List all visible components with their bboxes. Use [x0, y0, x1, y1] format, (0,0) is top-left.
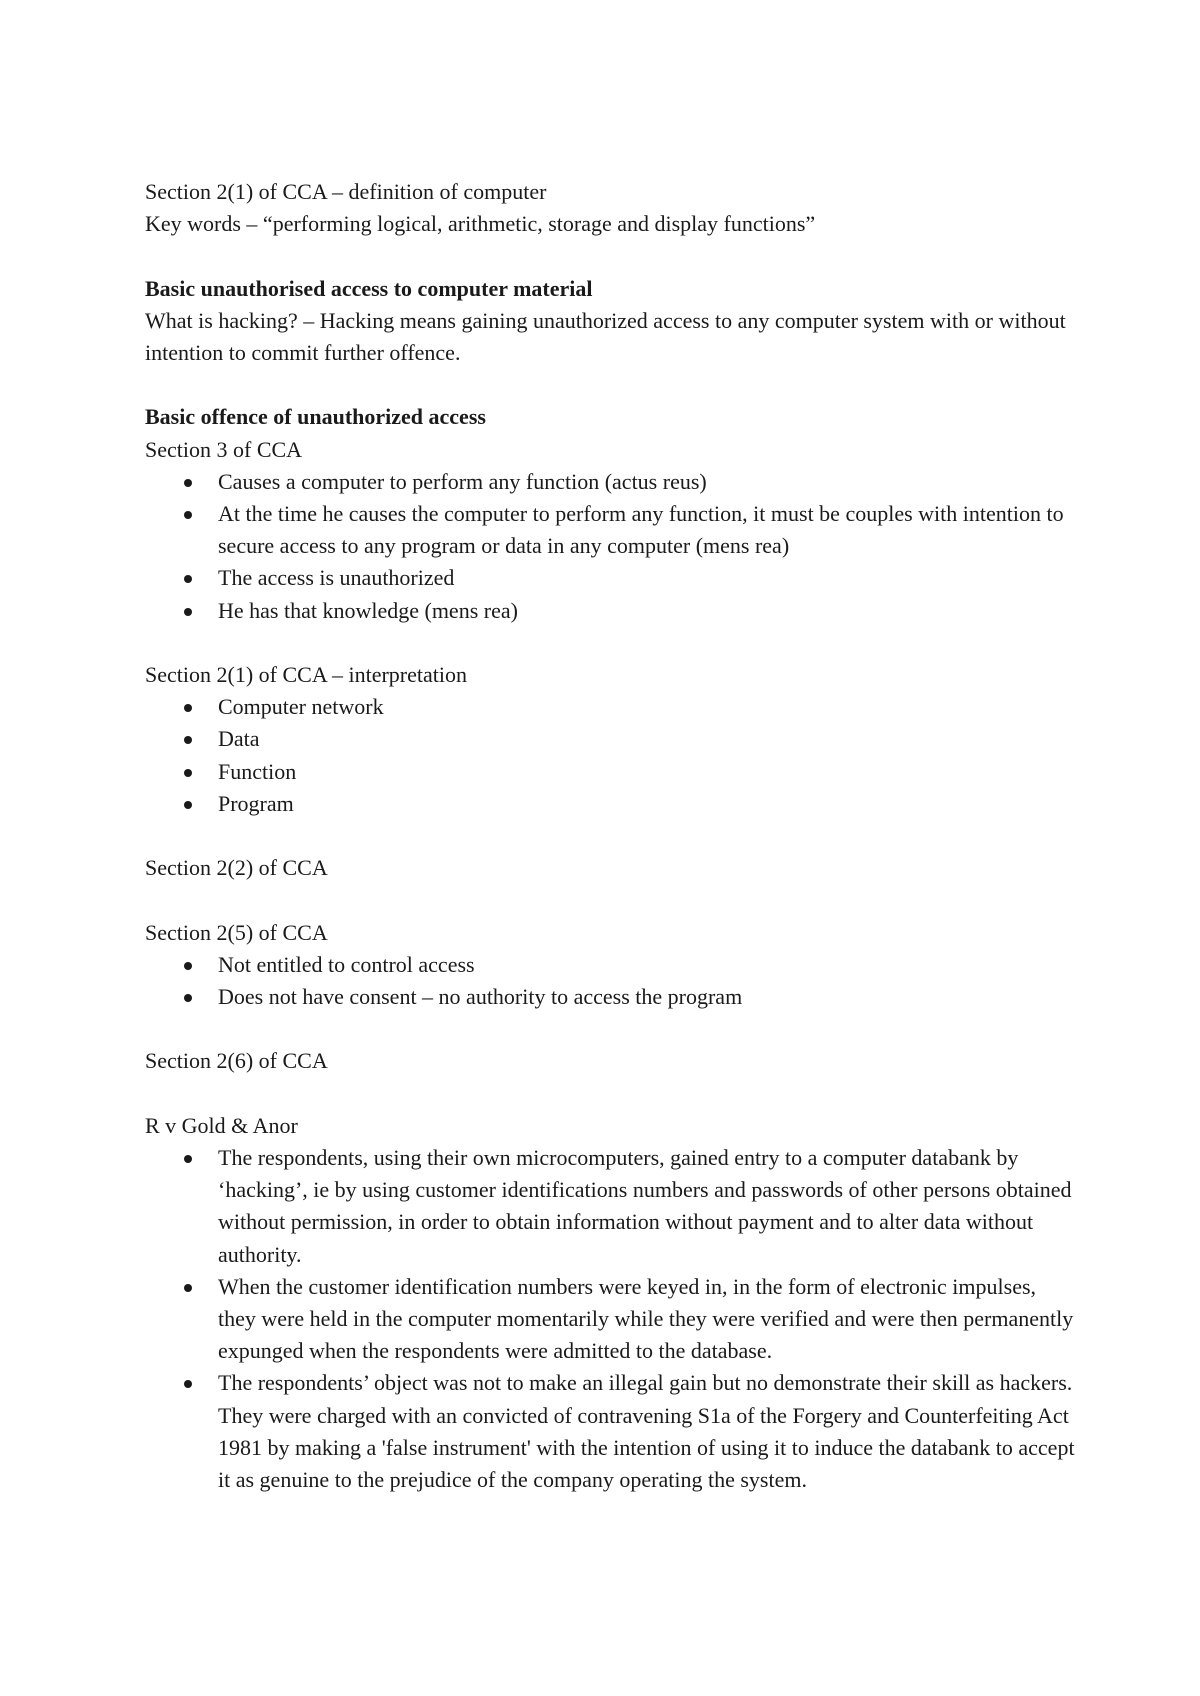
list-item-text: The respondents’ object was not to make an illegal gain but no demonstrate their skill as hackers. They were charged with an convicted of contravening S1a of the Forgery and Counterfeiting Act 1981 by making a 'false instrument' with the intention of using it to induce the databank to accept it as genuine to the prejudice of the company operating the system.	[218, 1370, 1075, 1493]
bullet-icon	[184, 608, 192, 616]
list-item	[145, 788, 1075, 820]
bullet-icon	[184, 511, 192, 519]
bullet-icon	[184, 704, 192, 712]
list-item-text: The access is unauthorized	[218, 565, 455, 591]
section-2-2-label: Section 2(2) of CCA	[145, 855, 328, 881]
spacer	[145, 884, 1075, 916]
spacer	[145, 1013, 1075, 1045]
list-item-text: Computer network	[218, 694, 384, 720]
list-item	[145, 595, 1075, 627]
list-item-text: The respondents, using their own microcomputers, gained entry to a computer databank by ‘hacking’, ie by using customer identifications numbers and passwords of other persons obtained without permission, in order to obtain information without payment and to alter data without authority.	[218, 1144, 1072, 1267]
case-bullet-list	[145, 1142, 1075, 1496]
list-item	[145, 691, 1075, 723]
list-item-text: Data	[218, 726, 260, 752]
bullet-icon	[184, 736, 192, 744]
list-item	[145, 949, 1075, 981]
list-item	[145, 562, 1075, 594]
offence-section-label: Section 3 of CCA	[145, 436, 303, 462]
list-item	[145, 981, 1075, 1013]
bullet-icon	[184, 994, 192, 1002]
list-item-text: He has that knowledge (mens rea)	[218, 597, 518, 623]
bullet-icon	[184, 575, 192, 583]
section-2-6-label: Section 2(6) of CCA	[145, 1048, 328, 1074]
list-item-text: Does not have consent – no authority to access the program	[218, 984, 743, 1009]
bullet-icon	[184, 962, 192, 970]
interpretation-section-label: Section 2(1) of CCA – interpretation	[145, 662, 467, 687]
spacer	[145, 627, 1075, 659]
list-item	[145, 498, 1075, 562]
bullet-icon	[184, 479, 192, 487]
list-item-text: When the customer identification numbers were keyed in, in the form of electronic impulses, they were held in the computer momentarily while they were verified and were then permanently expunged when the respondents were admitted to the database.	[218, 1273, 1074, 1364]
list-item-text: Not entitled to control access	[218, 951, 475, 977]
bullet-icon	[184, 801, 192, 809]
list-item-text: Program	[218, 790, 294, 816]
interpretation-bullet-list	[145, 691, 1075, 820]
bullet-icon	[184, 1155, 192, 1163]
spacer	[145, 369, 1075, 401]
list-item	[145, 466, 1075, 498]
section-2-5-label: Section 2(5) of CCA	[145, 919, 328, 945]
offence-heading: Basic offence of unauthorized access	[145, 404, 486, 430]
bullet-icon	[184, 1284, 192, 1292]
spacer	[145, 820, 1075, 852]
list-item	[145, 756, 1075, 788]
hacking-definition: What is hacking? – Hacking means gaining unauthorized access to any computer system with or without intention to commit further offence.	[145, 307, 1066, 365]
list-item-text: Function	[218, 758, 297, 784]
spacer	[145, 240, 1075, 272]
list-item-text: Causes a computer to perform any function (actus reus)	[218, 468, 707, 494]
list-item	[145, 723, 1075, 755]
document-page	[145, 176, 1075, 1496]
list-item	[145, 1271, 1075, 1368]
bullet-icon	[184, 1380, 192, 1388]
case-title: R v Gold & Anor	[145, 1112, 298, 1138]
section-2-5-bullet-list	[145, 949, 1075, 1013]
intro-keywords-line: Key words – “performing logical, arithmetic, storage and display functions”	[145, 211, 816, 237]
hacking-heading: Basic unauthorised access to computer material	[145, 275, 593, 301]
offence-bullet-list	[145, 466, 1075, 627]
list-item	[145, 1142, 1075, 1271]
list-item-text: At the time he causes the computer to perform any function, it must be couples with intention to secure access to any program or data in any computer (mens rea)	[218, 501, 1064, 559]
list-item	[145, 1367, 1075, 1496]
spacer	[145, 1078, 1075, 1110]
intro-section-line: Section 2(1) of CCA – definition of computer	[145, 179, 547, 204]
bullet-icon	[184, 769, 192, 777]
